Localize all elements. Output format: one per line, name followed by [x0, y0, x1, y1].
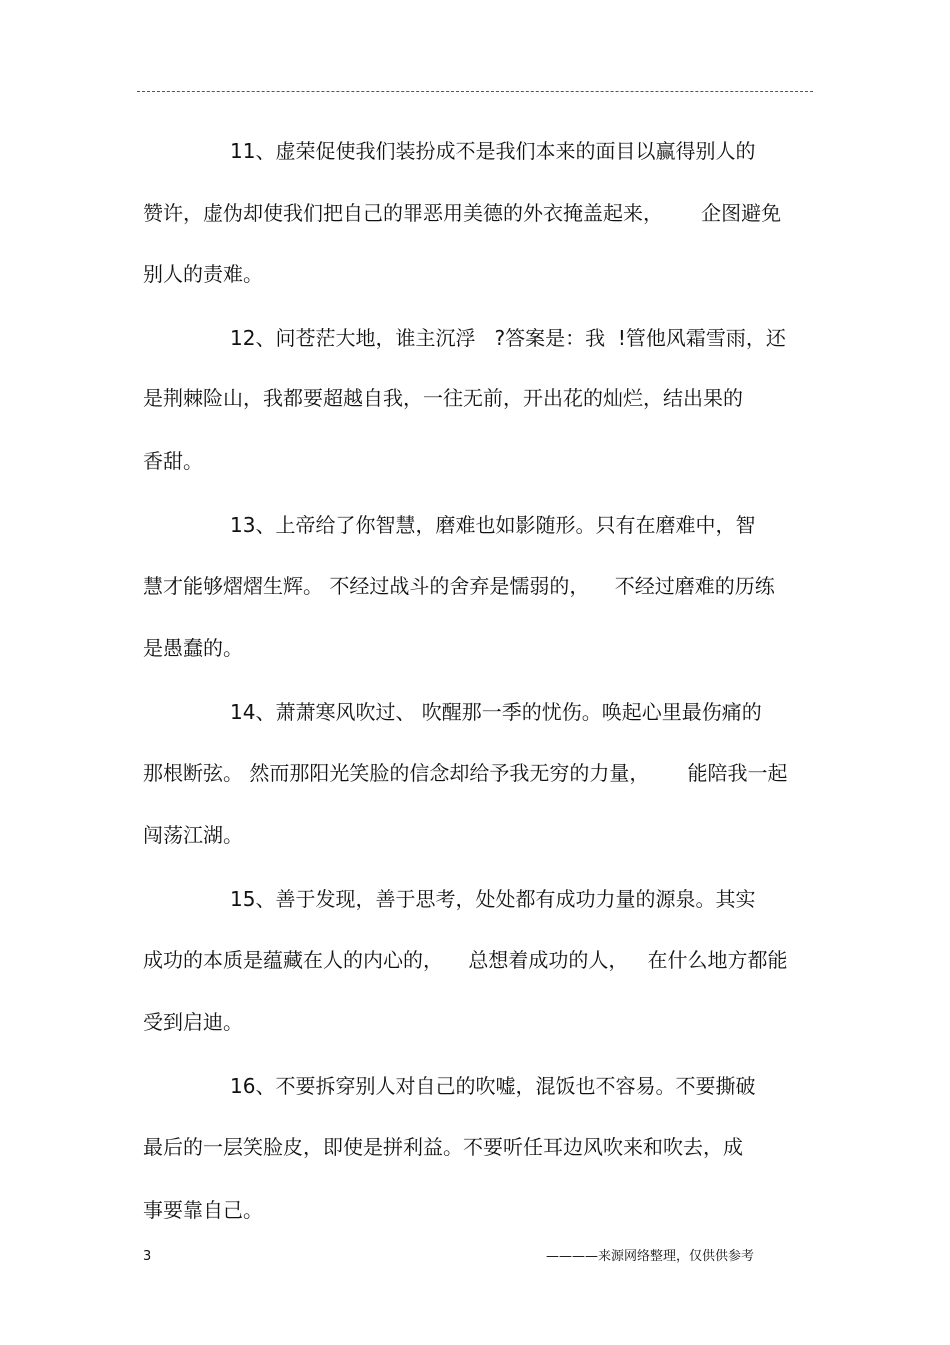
paragraph-line: 12、问苍茫大地，谁主沉浮 ?答案是：我 !管他风霜雪雨，还	[230, 326, 786, 350]
footer-note: ————来源网络整理，仅供供参考	[546, 1249, 755, 1264]
paragraph-line: 闯荡江湖。	[143, 823, 243, 847]
page-number: 3	[143, 1249, 152, 1264]
paragraph-line: 是荆棘险山，我都要超越自我，一往无前，开出花的灿烂，结出果的	[143, 386, 743, 410]
paragraph-line: 受到启迪。	[143, 1010, 243, 1034]
paragraph-line: 事要靠自己。	[143, 1198, 263, 1222]
paragraph-line: 15、善于发现，善于思考，处处都有成功力量的源泉。其实	[230, 887, 756, 911]
paragraph-line: 是愚蠢的。	[143, 636, 243, 660]
paragraph-line: 13、上帝给了你智慧，磨难也如影随形。只有在磨难中，智	[230, 513, 756, 537]
paragraph-line: 那根断弦。 然而那阳光笑脸的信念却给予我无穷的力量， 能陪我一起	[143, 761, 788, 785]
paragraph-line: 别人的责难。	[143, 262, 263, 286]
paragraph-line: 16、不要拆穿别人对自己的吹嘘，混饭也不容易。不要撕破	[230, 1074, 756, 1098]
paragraph-line: 香甜。	[143, 449, 203, 473]
paragraph-line: 赞许，虚伪却使我们把自己的罪恶用美德的外衣掩盖起来， 企图避免	[143, 201, 782, 225]
paragraph-line: 慧才能够熠熠生辉。 不经过战斗的舍弃是懦弱的， 不经过磨难的历练	[143, 574, 775, 598]
paragraph-line: 最后的一层笑脸皮，即使是拼利益。不要听任耳边风吹来和吹去，成	[143, 1135, 743, 1159]
paragraph-line: 14、萧萧寒风吹过、 吹醒那一季的忧伤。唤起心里最伤痛的	[230, 700, 762, 724]
paragraph-line: 成功的本质是蕴藏在人的内心的， 总想着成功的人， 在什么地方都能	[143, 948, 788, 972]
paragraph-line: 11、虚荣促使我们装扮成不是我们本来的面目以赢得别人的	[230, 139, 756, 163]
header-divider	[137, 91, 813, 92]
